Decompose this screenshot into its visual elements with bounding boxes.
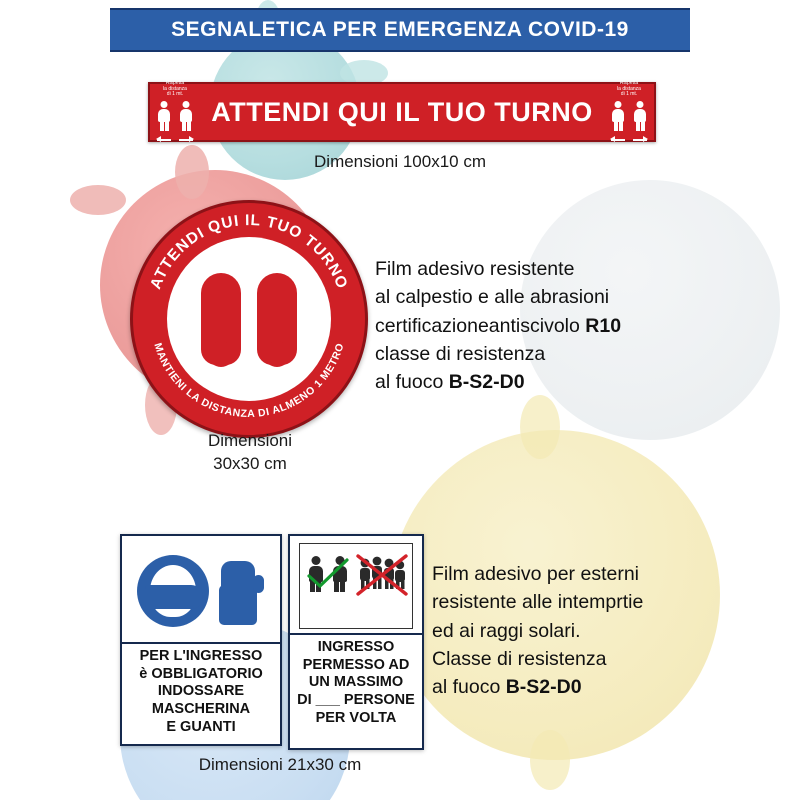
queue-strip-sign xyxy=(148,79,656,142)
desc1-line4: classe di resistenza xyxy=(375,342,546,365)
person-icon xyxy=(612,101,625,131)
person-icon xyxy=(180,101,193,131)
strip-note-right xyxy=(617,81,641,98)
max-sign-text xyxy=(290,635,422,727)
person-icons xyxy=(158,101,193,131)
floor-circle-sign xyxy=(130,200,362,432)
max-line3: UN MASSIMO xyxy=(308,674,404,691)
desc2-line3: ed ai raggi solari. xyxy=(432,619,581,642)
circle-bottom-text: MANTIENI LA DISTANZA DI ALMENO 1 METRO xyxy=(151,341,347,421)
strip-caption: Dimensioni 100x10 cm xyxy=(314,152,486,171)
strip-note-line1: Rispetta xyxy=(619,79,639,86)
glove-icon xyxy=(213,555,265,627)
description-block-2 xyxy=(432,560,792,701)
max-line1: INGRESSO xyxy=(317,639,395,655)
virus-spike xyxy=(520,395,560,459)
desc1-bs2d0: B-S2-D0 xyxy=(448,371,525,394)
desc1-line3 xyxy=(375,312,775,340)
max-line5: PER VOLTA xyxy=(315,709,397,726)
distance-arrows-icon xyxy=(610,136,648,143)
circle-caption-line1: Dimensioni xyxy=(207,431,293,450)
description-block-1 xyxy=(375,255,775,396)
desc2-bs2d0: B-S2-D0 xyxy=(505,676,582,699)
mask-line5: E GUANTI xyxy=(166,718,236,735)
virus-spike xyxy=(70,185,126,215)
svg-text:ATTENDI QUI IL TUO TURNO xyxy=(147,212,350,292)
max-line4: DI ___ PERSONE xyxy=(297,692,415,709)
circle-caption xyxy=(100,430,400,476)
distance-arrows-icon xyxy=(156,136,194,143)
mask-line4: MASCHERINA xyxy=(151,701,251,718)
mask-gloves-sign xyxy=(120,534,282,746)
max-persons-sign xyxy=(288,534,424,750)
person-icons xyxy=(612,101,647,131)
desc2-line5 xyxy=(432,673,792,701)
strip-right-pictogram xyxy=(604,81,654,143)
desc2-line4: Classe di resistenza xyxy=(432,647,607,670)
virus-spike xyxy=(530,730,570,790)
strip-note-line1: Rispetta xyxy=(165,79,185,86)
mask-line1: PER L'INGRESSO xyxy=(139,648,263,664)
svg-text:MANTIENI LA DISTANZA DI ALMENO xyxy=(151,341,346,420)
desc2-line2: resistente alle intemprtie xyxy=(432,591,644,614)
person-icon xyxy=(634,101,647,131)
desc2-line1: Film adesivo per esterni xyxy=(432,563,639,585)
desc1-line2: al calpestio e alle abrasioni xyxy=(375,286,610,309)
mask-gloves-pictogram xyxy=(122,536,280,638)
desc1-line5 xyxy=(375,368,775,396)
bottom-caption: Dimensioni 21x30 cm xyxy=(198,755,362,774)
circle-caption-line2: 30x30 cm xyxy=(213,453,287,473)
strip-note-line2: la distanza xyxy=(617,85,641,92)
strip-note-line3: di 1 mt. xyxy=(166,91,184,98)
strip-left-pictogram xyxy=(150,81,200,143)
strip-note-line2: la distanza xyxy=(163,85,187,92)
strip-note-left xyxy=(163,81,187,98)
mask-line2: è OBBLIGATORIO xyxy=(139,665,263,682)
strip-note-line3: di 1 mt. xyxy=(620,91,638,98)
check-mark-icon xyxy=(306,558,350,588)
desc1-line1: Film adesivo resistente xyxy=(375,258,575,280)
cross-mark-icon xyxy=(354,552,410,598)
strip-main-text: ATTENDI QUI IL TUO TURNO xyxy=(211,96,593,127)
circle-curved-text xyxy=(133,203,365,435)
mask-line3: INDOSSARE xyxy=(157,683,245,700)
desc2-line5-a: al fuoco xyxy=(432,676,506,699)
desc1-line5-a: al fuoco xyxy=(375,371,449,394)
header-banner xyxy=(110,8,690,52)
desc1-r10: R10 xyxy=(585,314,622,337)
max-line2: PERMESSO AD xyxy=(302,656,410,673)
desc1-line3-a: certificazioneantiscivolo xyxy=(375,314,586,337)
mask-sign-text xyxy=(122,644,280,736)
person-icon xyxy=(158,101,171,131)
max-persons-pictogram xyxy=(299,543,413,629)
circle-body xyxy=(130,200,368,438)
face-mask-icon xyxy=(137,555,209,627)
page-title: SEGNALETICA PER EMERGENZA COVID-19 xyxy=(171,18,629,41)
circle-top-text: ATTENDI QUI IL TUO TURNO xyxy=(147,211,351,292)
